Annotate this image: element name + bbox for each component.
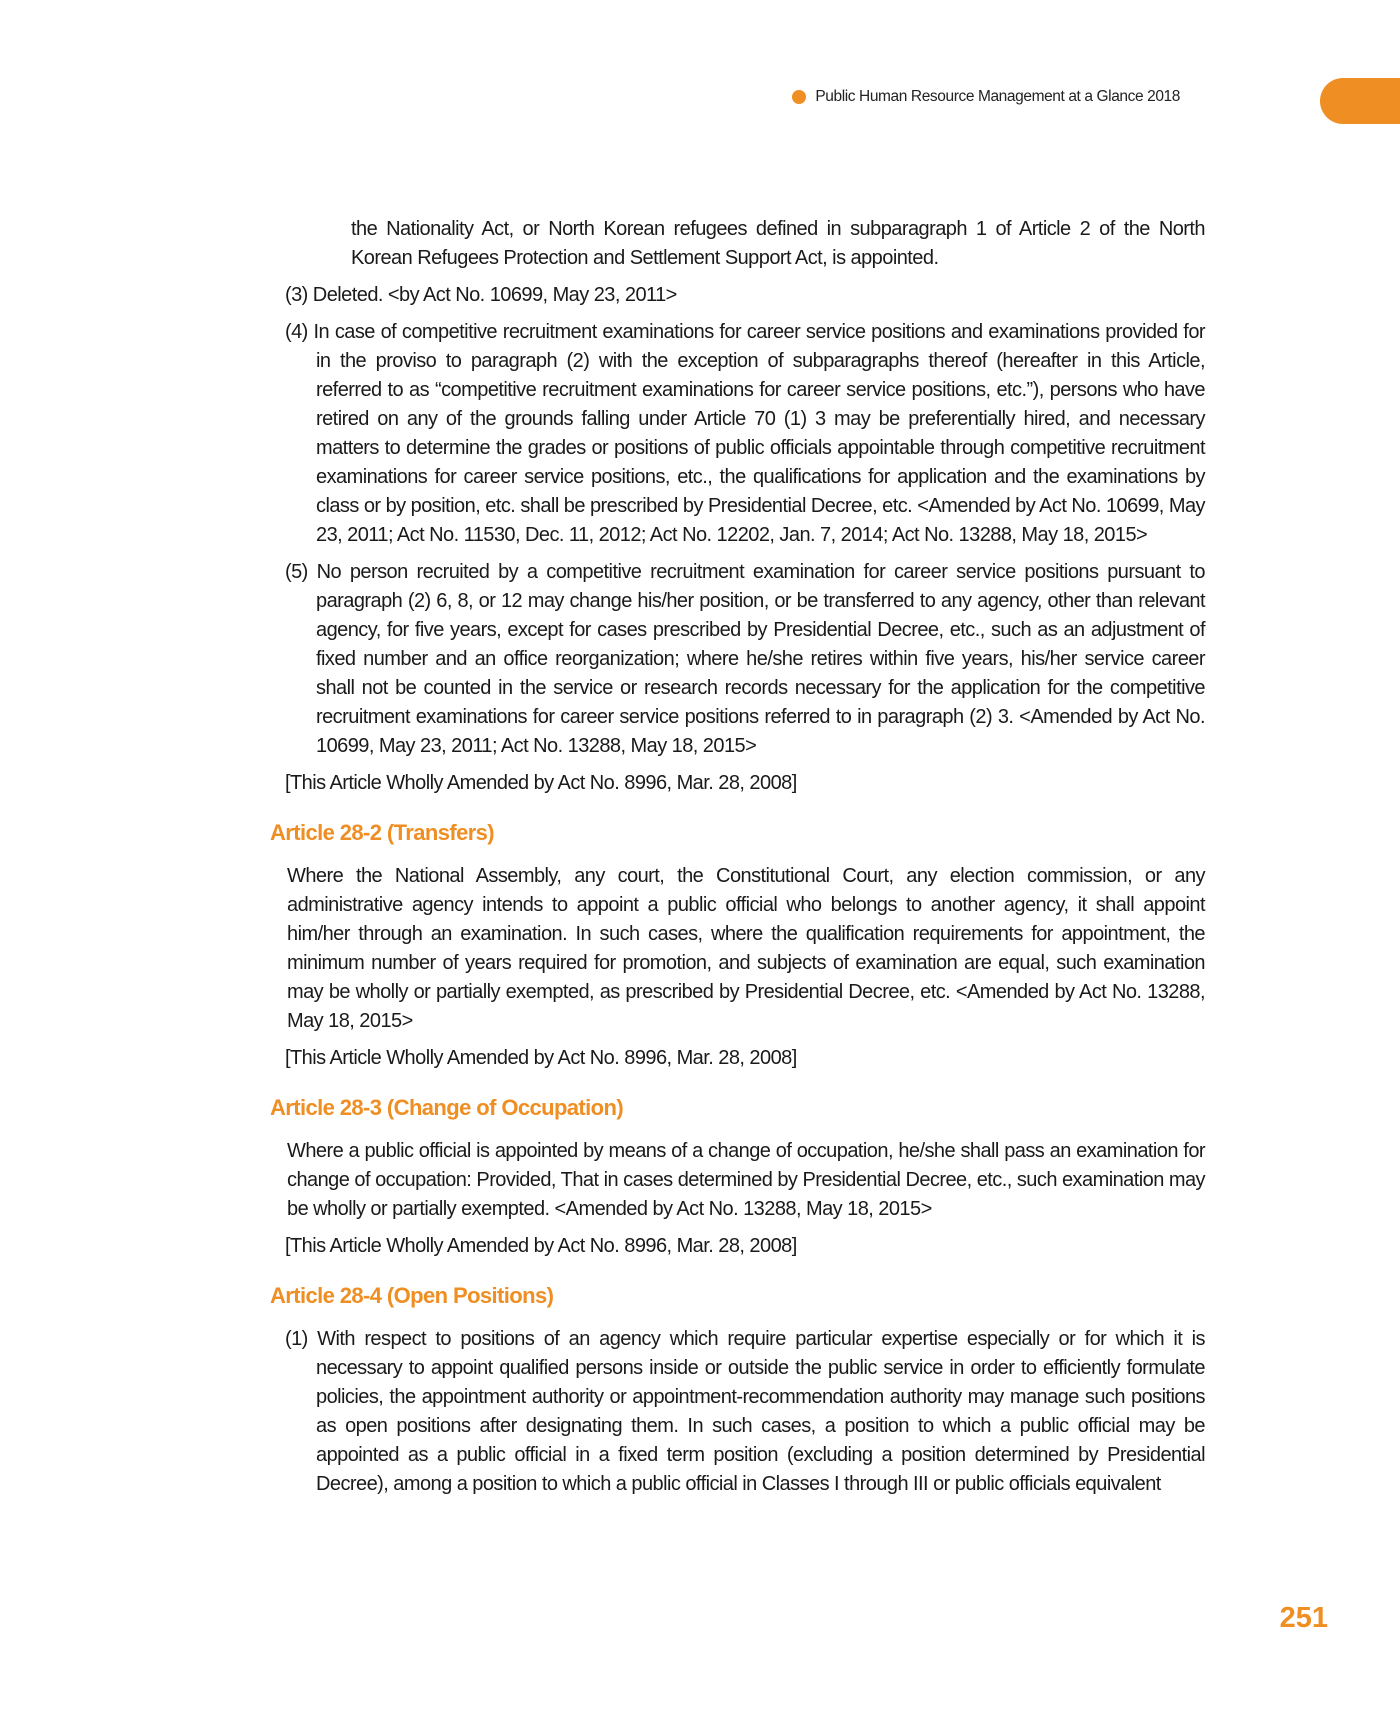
paragraph-4: (4) In case of competitive recruitment examinations for career service positions and examinations provided for in the proviso to paragraph (2) with the exception of subparagraphs thereof (hereafter in this Article, referred to as “competitive recruitment examinations for career service positions, etc.”), persons who have retired on any of the grounds falling under Article 70 (1) 3 may be preferentially hired, and necessary matters to determine the grades or positions of public officials appointable through competitive recruitment examinations for career service positions, etc., the qualifications for application and the examinations by class or by position, etc. shall be prescribed by Presidential Decree, etc. <Amended by Act No. 10699, May 23, 2011; Act No. 11530, Dec. 11, 2012; Act No. 12202, Jan. 7, 2014; Act No. 13288, May 18, 2015> [285,321,1205,546]
paragraph-5: (5) No person recruited by a competitive recruitment examination for career service positions pursuant to paragraph (2) 6, 8, or 12 may change his/her position, or be transferred to any agency, other than relevant agency, for five years, except for cases prescribed by Presidential Decree, etc., such as an adjustment of fixed number and an office reorganization; where he/she retires within five years, his/her service career shall not be counted in the service or research records necessary for the application for the competitive recruitment examinations for career service positions referred to in paragraph (2) 3. <Amended by Act No. 10699, May 23, 2011; Act No. 13288, May 18, 2015> [285,561,1205,757]
bullet-dot-icon [792,90,806,104]
article-28-2-heading: Article 28-2 (Transfers) [270,820,495,845]
header-title: Public Human Resource Management at a Glance 2018 [815,88,1180,105]
amendment-note: [This Article Wholly Amended by Act No. 8996, Mar. 28, 2008] [285,1047,797,1069]
page-number: 251 [1279,1602,1328,1634]
amendment-note: [This Article Wholly Amended by Act No. 8996, Mar. 28, 2008] [285,1235,797,1257]
paragraph-3: (3) Deleted. <by Act No. 10699, May 23, 2011> [285,284,677,306]
page-body [270,215,1205,1507]
article-28-4-heading: Article 28-4 (Open Positions) [270,1283,554,1308]
article-28-4-paragraph-1: (1) With respect to positions of an agency which require particular expertise especially or for which it is necessary to appoint qualified persons inside or outside the public service in order to efficiently formulate policies, the appointment authority or appointment-recommendation authority may manage such positions as open positions after designating them. In such cases, a position to which a public official may be appointed as a public official in a fixed term position (excluding a position determined by Presidential Decree), among a position to which a public official in Classes I through III or public officials equivalent [285,1328,1205,1495]
article-28-3-text: Where a public official is appointed by means of a change of occupation, he/she shall pass an examination for change of occupation: Provided, That in cases determined by Presidential Decree, etc., such examination may be wholly or partially exempted. <Amended by Act No. 13288, May 18, 2015> [287,1140,1205,1220]
continued-paragraph: the Nationality Act, or North Korean refugees defined in subparagraph 1 of Article 2 of the North Korean Refugees Protection and Settlement Support Act, is appointed. [351,218,1205,269]
amendment-note: [This Article Wholly Amended by Act No. 8996, Mar. 28, 2008] [285,772,797,794]
article-28-3-heading: Article 28-3 (Change of Occupation) [270,1095,624,1120]
article-28-2-text: Where the National Assembly, any court, the Constitutional Court, any election commission, or any administrative agency intends to appoint a public official who belongs to another agency, it shall appoint him/her through an examination. In such cases, where the qualification requirements for appointment, the minimum number of years required for promotion, and subjects of examination are equal, such examination may be wholly or partially exempted, as prescribed by Presidential Decree, etc. <Amended by Act No. 13288, May 18, 2015> [287,865,1205,1032]
chapter-tab-marker [1320,78,1400,124]
running-header [792,88,1180,106]
